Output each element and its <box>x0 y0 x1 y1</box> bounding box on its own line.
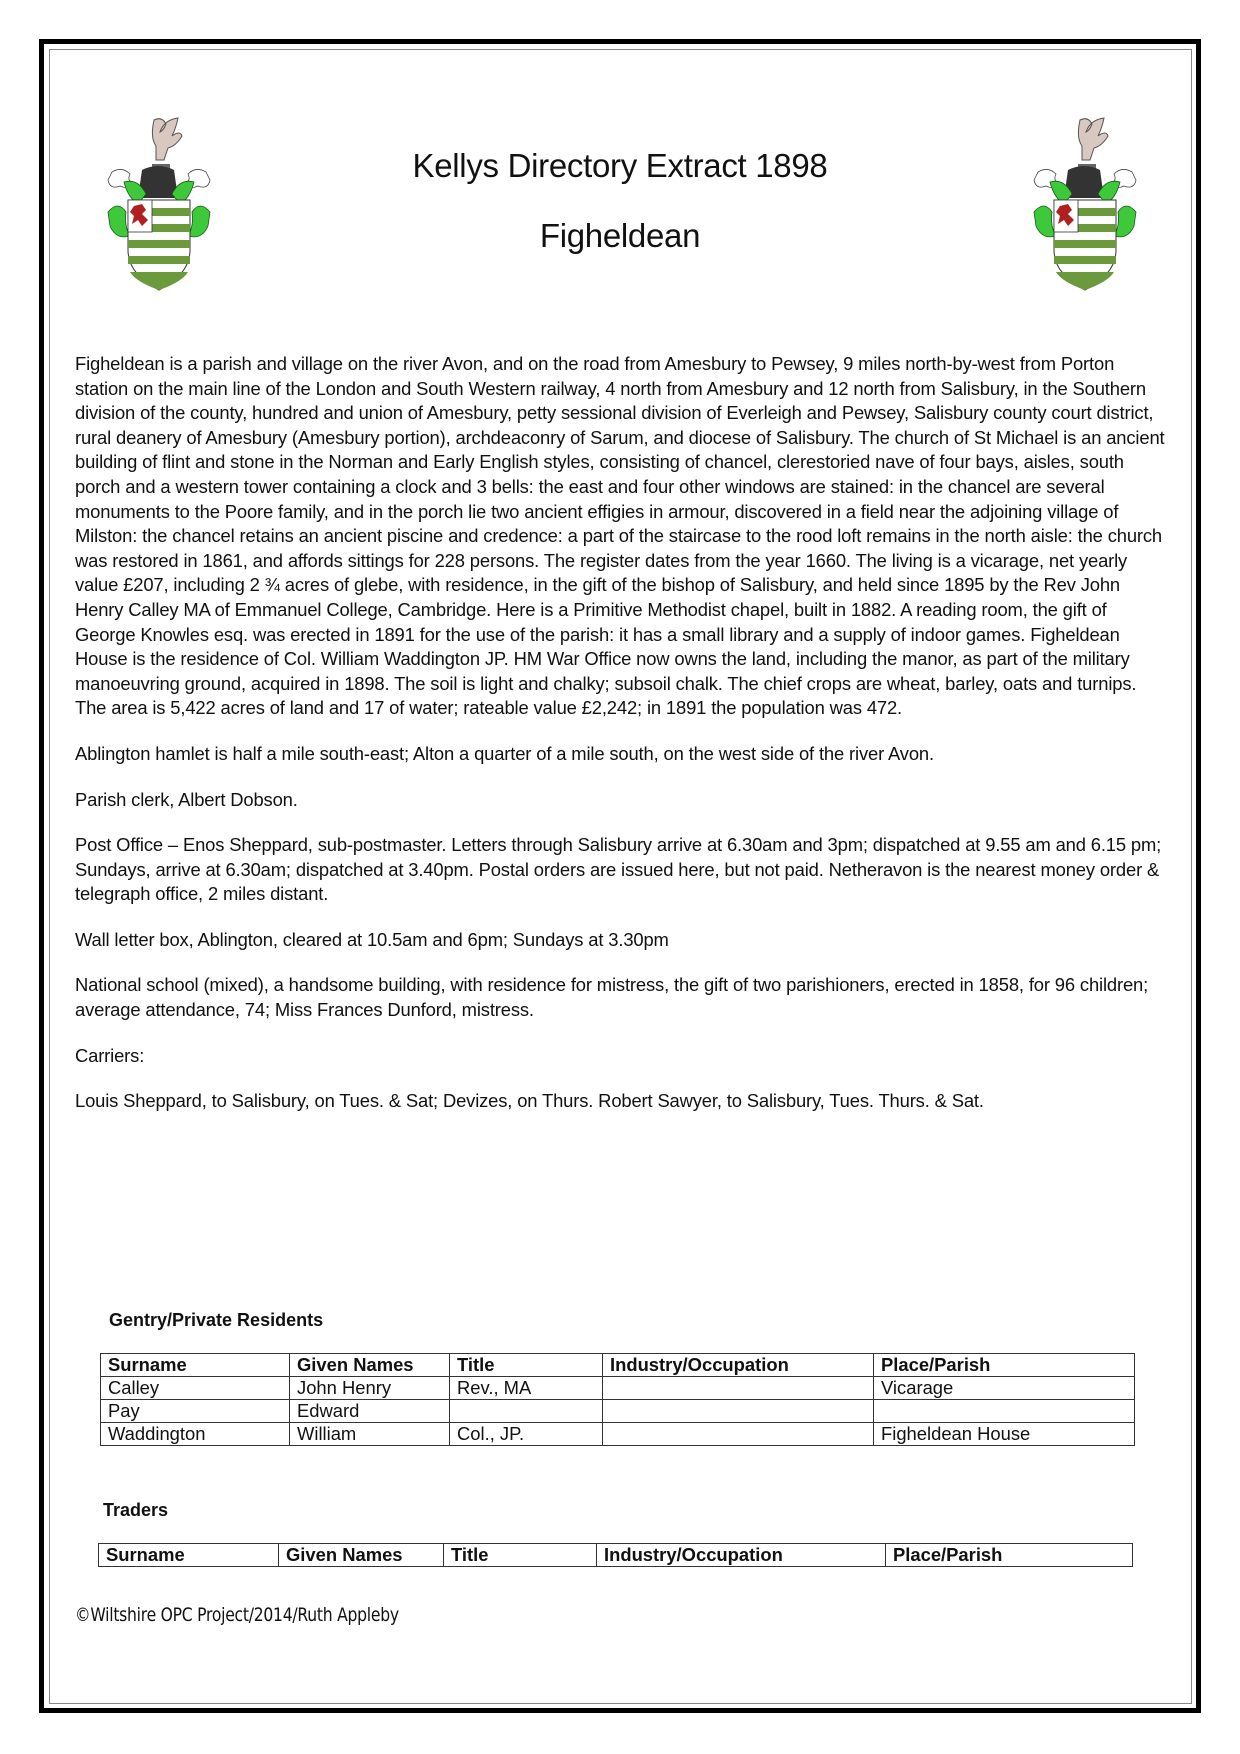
table-header-row <box>101 1354 1135 1377</box>
paragraph-letter-box: Wall letter box, Ablington, cleared at 10.5am and 6pm; Sundays at 3.30pm <box>75 928 669 950</box>
cell-given-names: John Henry <box>290 1377 450 1400</box>
column-header-given-names: Given Names <box>279 1544 444 1567</box>
body-text <box>75 352 1167 1135</box>
paragraph-carriers: Louis Sheppard, to Salisbury, on Tues. & Sat; Devizes, on Thurs. Robert Sawyer, to Salisbury, Tues. Thurs. & Sat. <box>75 1090 984 1112</box>
traders-heading: Traders <box>103 1500 169 1520</box>
gentry-heading: Gentry/Private Residents <box>109 1310 324 1330</box>
column-header-place: Place/Parish <box>874 1354 1135 1377</box>
paragraph-carriers-heading: Carriers: <box>75 1044 145 1066</box>
cell-place: Vicarage <box>874 1377 1135 1400</box>
column-header-surname: Surname <box>101 1354 290 1377</box>
table-row <box>101 1400 1135 1423</box>
cell-occupation <box>603 1423 874 1446</box>
cell-place <box>874 1400 1135 1423</box>
paragraph-hamlets: Ablington hamlet is half a mile south-east; Alton a quarter of a mile south, on the west side of the river Avon. <box>75 742 934 764</box>
cell-title: Col., JP. <box>450 1423 603 1446</box>
column-header-given-names: Given Names <box>290 1354 450 1377</box>
cell-title: Rev., MA <box>450 1377 603 1400</box>
cell-occupation <box>603 1400 874 1423</box>
document-subtitle: Figheldean <box>539 217 701 254</box>
cell-place: Figheldean House <box>874 1423 1135 1446</box>
cell-surname: Calley <box>101 1377 290 1400</box>
column-header-occupation: Industry/Occupation <box>603 1354 874 1377</box>
traders-table <box>98 1543 1133 1567</box>
paragraph-description: Figheldean is a parish and village on the river Avon, and on the road from Amesbury to Pewsey, 9 miles north-by-west from Porton station on the main line of the London and South Western railway, 4 north from Amesbury and 12 north from Salisbury, in the Southern division of the county, hundred and union of Amesbury, petty sessional division of Everleigh and Pewsey, Salisbury county court district, rural deanery of Amesbury (Amesbury portion), archdeaconry of Sarum, and diocese of Salisbury. The church of St Michael is an ancient building of flint and stone in the Norman and Early English styles, consisting of chancel, clerestoried nave of four bays, aisles, south porch and a western tower containing a clock and 3 bells: the east and four other windows are stained: in the chancel are several monuments to the Poore family, and in the porch lie two ancient effigies in armour, discovered in a field near the adjoining village of Milston: the chancel retains an ancient piscine and credence: a part of the staircase to the rood loft remains in the north aisle: the church was restored in 1861, and affords sittings for 228 persons. The register dates from the year 1660. The living is a vicarage, net yearly value £207, including 2 ¾ acres of glebe, with residence, in the gift of the bishop of Salisbury, and held since 1895 by the Rev John Henry Calley MA of Emmanuel College, Cambridge. Here is a Primitive Methodist chapel, built in 1882. A reading room, the gift of George Knowles esq. was erected in 1891 for the use of the parish: it has a small library and a supply of indoor games. Figheldean House is the residence of Col. William Waddington JP. HM War Office now owns the land, including the manor, as part of the military manoeuvring ground, acquired in 1898. The soil is light and chalky; subsoil chalk. The chief crops are wheat, barley, oats and turnips. The area is 5,422 acres of land and 17 of water; rateable value £2,242; in 1891 the population was 472. <box>75 353 1165 719</box>
table-row <box>101 1377 1135 1400</box>
cell-given-names: Edward <box>290 1400 450 1423</box>
column-header-title: Title <box>444 1544 597 1567</box>
document-title: Kellys Directory Extract 1898 <box>412 147 828 184</box>
column-header-occupation: Industry/Occupation <box>597 1544 886 1567</box>
gentry-table <box>100 1353 1135 1446</box>
table-header-row <box>99 1544 1133 1567</box>
cell-surname: Pay <box>101 1400 290 1423</box>
column-header-title: Title <box>450 1354 603 1377</box>
paragraph-post-office: Post Office – Enos Sheppard, sub-postmaster. Letters through Salisbury arrive at 6.30am and 3pm; dispatched at 9.55 am and 6.15 pm; Sundays, arrive at 6.30am; dispatched at 3.40pm. Postal orders are issued here, but not paid. Netheravon is the nearest money order & telegraph office, 2 miles distant. <box>75 834 1162 905</box>
coat-of-arms-icon-right <box>1030 112 1140 292</box>
copyright-footer: ©Wiltshire OPC Project/2014/Ruth Appleby <box>75 1604 399 1626</box>
cell-surname: Waddington <box>101 1423 290 1446</box>
table-row <box>101 1423 1135 1446</box>
cell-occupation <box>603 1377 874 1400</box>
paragraph-school: National school (mixed), a handsome building, with residence for mistress, the gift of two parishioners, erected in 1858, for 96 children; average attendance, 74; Miss Frances Dunford, mistress. <box>75 974 1149 1021</box>
column-header-surname: Surname <box>99 1544 279 1567</box>
cell-given-names: William <box>290 1423 450 1446</box>
cell-title <box>450 1400 603 1423</box>
coat-of-arms-icon-left <box>104 112 214 292</box>
column-header-place: Place/Parish <box>886 1544 1133 1567</box>
paragraph-parish-clerk: Parish clerk, Albert Dobson. <box>75 788 298 810</box>
